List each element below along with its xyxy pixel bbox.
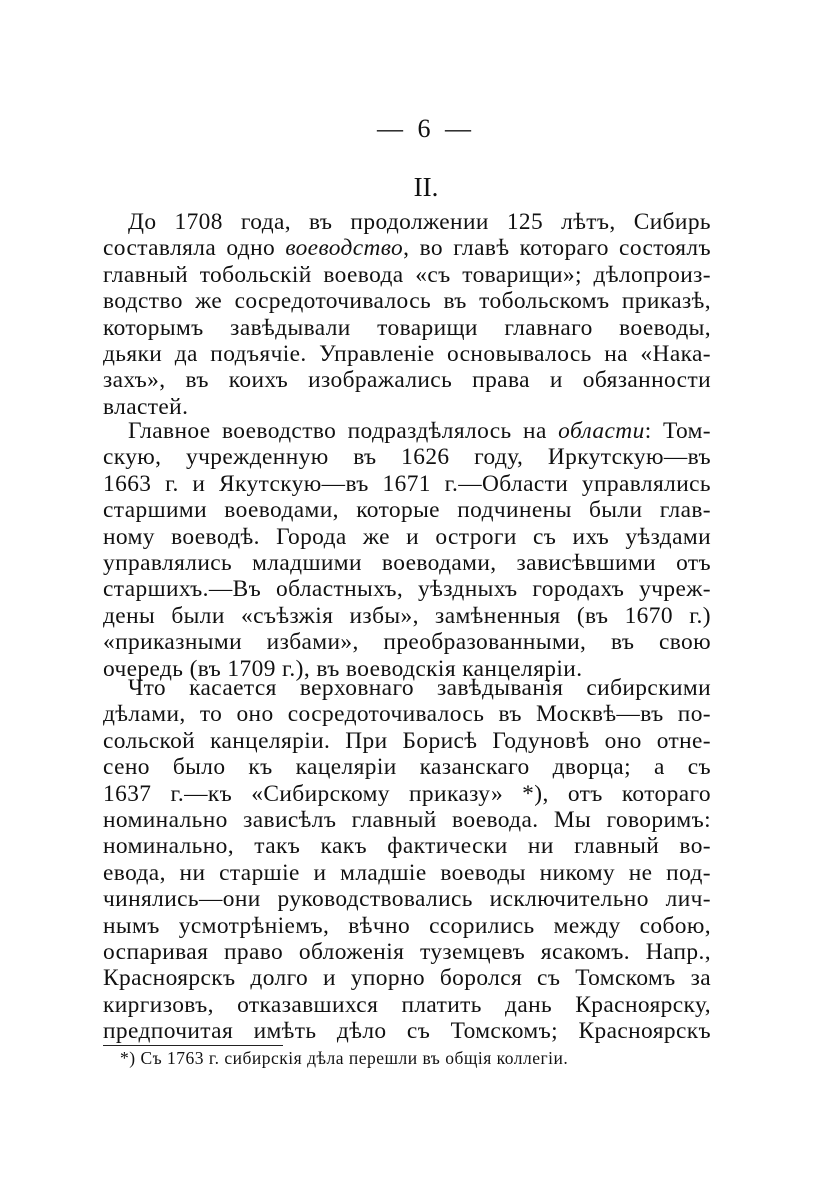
text-line: Что касается верховнаго завѣдыванія сибирскими [128,675,711,701]
text-line: водство же сосредоточивалось въ тобольскомъ приказѣ, [103,288,711,315]
text-line: властей. [103,393,189,420]
footnote: *) Съ 1763 г. сибирскія дѣла перешли въ общія коллегіи. [120,1048,569,1068]
text-line: киргизовъ, отказавшихся платить дань Красноярску, [103,991,711,1018]
text-line: скую, учрежденную въ 1626 году, Иркутскую—въ [103,444,711,471]
paragraph-2 [103,418,711,682]
text-line: старшими воеводами, которые подчинены были глав- [103,497,711,524]
paragraph-1 [103,209,711,420]
text-line: дьяки да подъячіе. Управленіе основывалось на «Нака- [103,340,711,367]
text-line: Красноярскъ долго и упорно боролся съ Томскомъ за [103,965,711,992]
text-line: дены были «съѣзжія избы», замѣненныя (въ 1670 г.) [103,602,711,629]
emphasized-word: области [558,418,645,444]
text-line: главный тобольскій воевода «съ товарищи»; дѣлопроиз- [103,261,711,288]
text-line: управлялись младшими воеводами, зависѣвшими отъ [103,549,711,576]
text-line: захъ», въ коихъ изображались права и обязанности [103,367,711,394]
footnote-divider [103,1045,283,1046]
text-line: Главное воеводство подраздѣлялось на области: Том- [128,418,711,444]
text-line: старшихъ.—Въ областныхъ, уѣздныхъ городахъ учреж- [103,576,711,603]
paragraph-3 [103,675,711,1044]
text-line: очередь (въ 1709 г.), въ воеводскія канцеляріи. [103,655,583,682]
text-line: сольской канцеляріи. При Борисѣ Годуновѣ оно отне- [103,727,711,754]
text-line: сено было къ кацеляріи казанскаго дворца; а съ [103,754,711,781]
page-number: — 6 — [377,114,475,143]
text-line: номинально зависѣлъ главный воевода. Мы говоримъ: [103,806,711,833]
text-line: До 1708 года, въ продолжении 125 лѣтъ, Сибирь [128,209,711,235]
text-line: нымъ усмотрѣніемъ, вѣчно ссорились между собою, [103,912,711,939]
text-line: номинально, такъ какъ фактически ни главный во- [103,833,711,860]
text-line: 1637 г.—къ «Сибирскому приказу» *), отъ котораго [103,780,711,807]
text-line: дѣлами, то оно сосредоточивалось въ Москвѣ—въ по- [103,701,711,728]
text-line: ному воеводѣ. Города же и остроги съ ихъ уѣздами [103,523,711,550]
emphasized-word: воеводство [285,235,404,262]
text-line: чинялись—они руководствовались исключительно лич- [103,886,711,913]
section-heading: II. [413,172,439,202]
text-line: 1663 г. и Якутскую—въ 1671 г.—Области управлялись [103,470,711,497]
text-line: которымъ завѣдывали товарищи главнаго воеводы, [103,314,711,341]
text-line: составляла одно воеводство, во главѣ котораго состоялъ [103,235,711,262]
text-line: оспаривая право обложенія туземцевъ ясакомъ. Напр., [103,938,711,965]
text-line: евода, ни старшіе и младшіе воеводы никому не под- [103,859,711,886]
text-line: предпочитая имѣть дѣло съ Томскомъ; Красноярскъ [103,1018,711,1045]
text-line: «приказными избами», преобразованными, въ свою [103,629,711,656]
